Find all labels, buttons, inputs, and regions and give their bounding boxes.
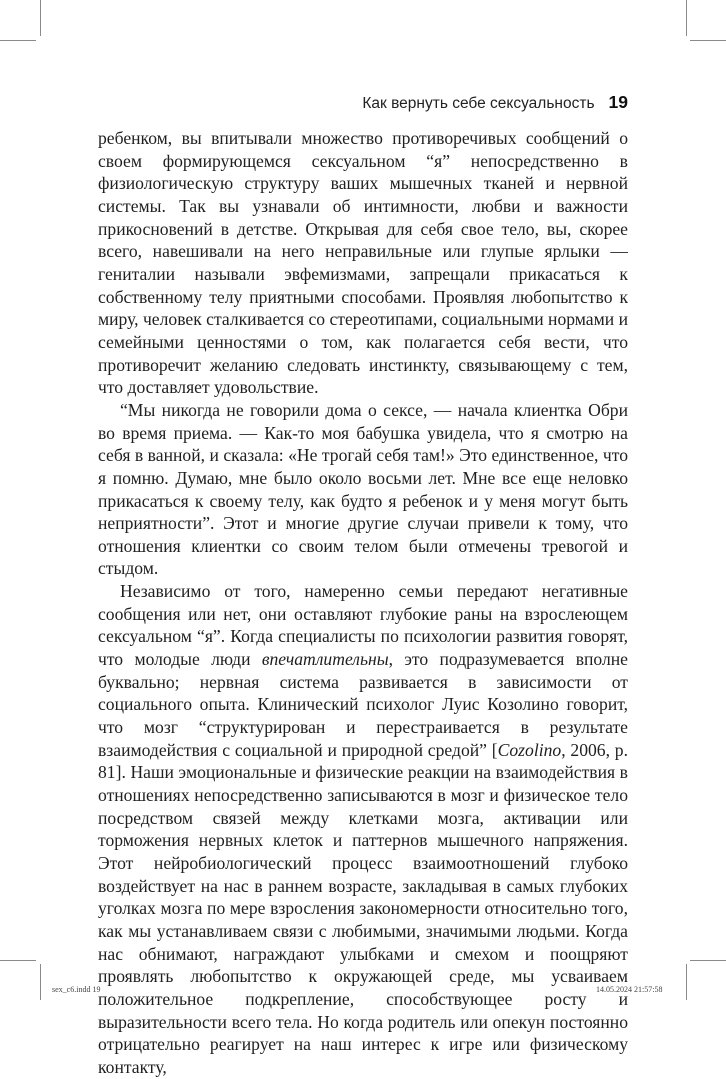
crop-mark-left-top bbox=[0, 40, 36, 41]
crop-mark-left-bottom bbox=[0, 960, 36, 961]
crop-mark-top-right bbox=[686, 0, 687, 36]
crop-mark-top-left bbox=[40, 0, 41, 36]
crop-mark-bottom-right bbox=[686, 964, 687, 1000]
paragraph-3-part-c: , 2006, p. 81]. Наши эмоциональные и физические реакции на взаимодействия в отношениях непосредственно записываются в мозг и физическое тело посредством связей между клетками мозга, активации или торможения нервных клеток и паттернов мышечного напряжения. Этот нейробиологический процесс взаимоотношений глубоко воздействует на нас в раннем возрасте, закладывая в самых глубоких уголках мозга по мере взросления закономерности относительно того, как мы устанавливаем связи с любимыми, значимыми людьми. Когда нас обнимают, награждают улыбками и смехом и поощряют проявлять любопытство к окружающей среде, мы усваиваем положительное подкрепление, способствующее росту и выразительности всего тела. Но когда родитель или опекун постоянно отрицательно реагирует на наш интерес к игре или физическому контакту, bbox=[98, 739, 628, 1077]
crop-mark-right-bottom bbox=[690, 960, 726, 961]
paragraph-3-part-a: Независимо от того, намеренно семьи передают негативные сообщения или нет, они оставляют глубокие раны на взрослеющем сексуальном “я”. Когда специалисты по психологии развития говорят, что молодые люди bbox=[98, 581, 628, 670]
citation-author: Cozolino bbox=[497, 739, 562, 760]
paragraph-3-part-b: , это подразумевается вполне буквально; нервная система развивается в зависимости от социального опыта. Клинический психолог Луис Козолино говорит, что мозг “структурирован и перестраивается в результате взаимодействия с социальной и природной средой” [ bbox=[98, 649, 628, 760]
crop-mark-right-top bbox=[690, 40, 726, 41]
running-title: Как вернуть себе сексуальность bbox=[362, 95, 595, 112]
running-head bbox=[98, 92, 628, 113]
slug-file: sex_c6.indd 19 bbox=[52, 985, 101, 994]
paragraph-2: “Мы никогда не говорили дома о сексе, — начала клиентка Обри во время приема. — Как-то моя бабушка увидела, что я смотрю на себя в ванной, и сказала: «Не трогай себя там!» Это единственное, что я помню. Думаю, мне было около восьми лет. Мне все еще неловко прикасаться к своему телу, как будто я ребенок и у меня могут быть неприятности”. Этот и многие другие случаи привели к тому, что отношения клиентки со своим телом были отмечены тревогой и стыдом. bbox=[98, 399, 628, 579]
emphasis-term: впечатлительны bbox=[261, 649, 389, 670]
slug-timestamp: 14.05.2024 21:57:58 bbox=[596, 985, 663, 994]
page-number: 19 bbox=[608, 92, 628, 112]
body-text bbox=[98, 127, 628, 1079]
paragraph-1: ребенком, вы впитывали множество противоречивых сообщений о своем формирующемся сексуальном “я” непосредственно в физиологическую структуру ваших мышечных тканей и нервной системы. Так вы узнавали об интимности, любви и важности прикосновений в детстве. Открывая для себя свое тело, вы, скорее всего, навешивали на него неправильные или глупые ярлыки — гениталии называли эвфемизмами, запрещали прикасаться к собственному телу приятными способами. Проявляя любопытство к миру, человек сталкивается со стереотипами, социальными нормами и семейными ценностями о том, как полагается себя вести, что противоречит желанию следовать инстинкту, связывающему с тем, что доставляет удовольствие. bbox=[98, 128, 628, 398]
crop-mark-bottom-left bbox=[40, 964, 41, 1000]
paragraph-3 bbox=[98, 580, 628, 1078]
